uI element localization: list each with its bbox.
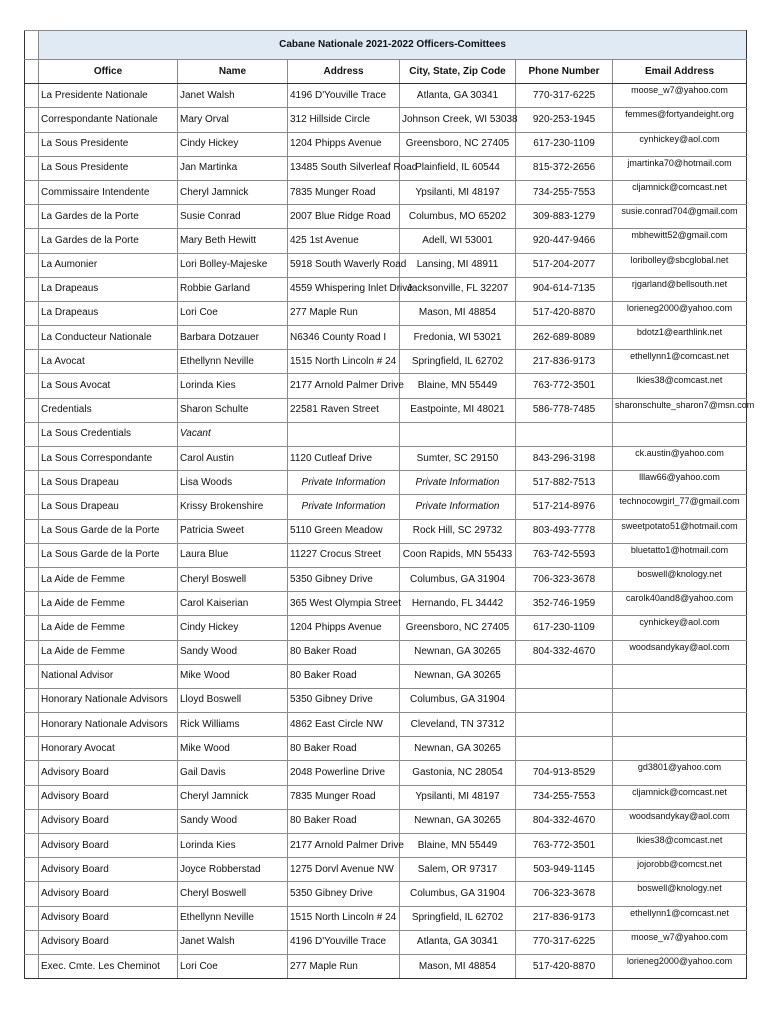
office-cell: Advisory Board bbox=[39, 906, 178, 930]
address-cell: 312 Hillside Circle bbox=[288, 108, 400, 132]
email-cell: ethellynn1@comcast.net bbox=[613, 350, 747, 374]
office-cell: Advisory Board bbox=[39, 785, 178, 809]
table-row bbox=[25, 761, 747, 785]
phone-cell: 517-420-8870 bbox=[516, 954, 613, 978]
name-cell: Mike Wood bbox=[178, 664, 288, 688]
phone-cell: 763-742-5593 bbox=[516, 543, 613, 567]
email-cell: jojorobb@comcst.net bbox=[613, 858, 747, 882]
email-cell: bluetatto1@hotmail.com bbox=[613, 543, 747, 567]
phone-cell: 770-317-6225 bbox=[516, 84, 613, 108]
email-cell: lllaw66@yahoo.com bbox=[613, 471, 747, 495]
city-state-zip-cell: Columbus, GA 31904 bbox=[400, 688, 516, 712]
table-row bbox=[25, 882, 747, 906]
table-row bbox=[25, 858, 747, 882]
name-cell: Lori Coe bbox=[178, 954, 288, 978]
address-cell: 2007 Blue Ridge Road bbox=[288, 205, 400, 229]
email-cell: technocowgirl_77@gmail.com bbox=[613, 495, 747, 519]
email-cell: woodsandykay@aol.com bbox=[613, 640, 747, 664]
office-cell: Exec. Cmte. Les Cheminot bbox=[39, 954, 178, 978]
office-cell: National Advisor bbox=[39, 664, 178, 688]
name-cell: Lorinda Kies bbox=[178, 374, 288, 398]
email-cell bbox=[613, 422, 747, 446]
office-cell: Advisory Board bbox=[39, 761, 178, 785]
address-cell: 2177 Arnold Palmer Drive bbox=[288, 834, 400, 858]
name-cell: Sandy Wood bbox=[178, 640, 288, 664]
phone-cell: 734-255-7553 bbox=[516, 180, 613, 204]
table-row bbox=[25, 205, 747, 229]
name-cell: Janet Walsh bbox=[178, 930, 288, 954]
phone-cell bbox=[516, 688, 613, 712]
office-cell: Advisory Board bbox=[39, 809, 178, 833]
table-row bbox=[25, 326, 747, 350]
email-cell: lorieneg2000@yahoo.com bbox=[613, 954, 747, 978]
name-cell: Lorinda Kies bbox=[178, 834, 288, 858]
name-cell: Lori Bolley-Majeske bbox=[178, 253, 288, 277]
email-cell: lorieneg2000@yahoo.com bbox=[613, 301, 747, 325]
table-row bbox=[25, 471, 747, 495]
phone-cell: 920-253-1945 bbox=[516, 108, 613, 132]
city-state-zip-cell: Columbus, GA 31904 bbox=[400, 882, 516, 906]
city-state-zip-cell: Columbus, MO 65202 bbox=[400, 205, 516, 229]
office-cell: Advisory Board bbox=[39, 834, 178, 858]
phone-cell: 920-447-9466 bbox=[516, 229, 613, 253]
address-cell: 5350 Gibney Drive bbox=[288, 567, 400, 591]
email-cell: lkies38@comcast.net bbox=[613, 834, 747, 858]
address-cell: 4559 Whispering Inlet Drive bbox=[288, 277, 400, 301]
city-state-zip-cell: Newnan, GA 30265 bbox=[400, 737, 516, 761]
email-cell: ck.austin@yahoo.com bbox=[613, 447, 747, 471]
phone-cell bbox=[516, 713, 613, 737]
header-phone: Phone Number bbox=[516, 60, 613, 84]
table-row bbox=[25, 785, 747, 809]
name-cell: Carol Austin bbox=[178, 447, 288, 471]
name-cell: Cheryl Jamnick bbox=[178, 785, 288, 809]
address-cell: Private Information bbox=[288, 471, 400, 495]
table-row bbox=[25, 664, 747, 688]
office-cell: Honorary Nationale Advisors bbox=[39, 688, 178, 712]
address-cell: 13485 South Silverleaf Road bbox=[288, 156, 400, 180]
city-state-zip-cell: Jacksonville, FL 32207 bbox=[400, 277, 516, 301]
name-cell: Janet Walsh bbox=[178, 84, 288, 108]
table-row bbox=[25, 132, 747, 156]
header-city-state-zip: City, State, Zip Code bbox=[400, 60, 516, 84]
city-state-zip-cell: Cleveland, TN 37312 bbox=[400, 713, 516, 737]
city-state-zip-cell: Springfield, IL 62702 bbox=[400, 350, 516, 374]
address-cell: 5110 Green Meadow bbox=[288, 519, 400, 543]
name-cell: Vacant bbox=[178, 422, 288, 446]
name-cell: Cheryl Jamnick bbox=[178, 180, 288, 204]
address-cell: 22581 Raven Street bbox=[288, 398, 400, 422]
phone-cell: 309-883-1279 bbox=[516, 205, 613, 229]
name-cell: Carol Kaiserian bbox=[178, 592, 288, 616]
office-cell: Advisory Board bbox=[39, 882, 178, 906]
name-cell: Mary Beth Hewitt bbox=[178, 229, 288, 253]
address-cell: 7835 Munger Road bbox=[288, 785, 400, 809]
address-cell: 80 Baker Road bbox=[288, 640, 400, 664]
office-cell: Honorary Nationale Advisors bbox=[39, 713, 178, 737]
phone-cell: 503-949-1145 bbox=[516, 858, 613, 882]
office-cell: La Sous Presidente bbox=[39, 156, 178, 180]
address-cell: Private Information bbox=[288, 495, 400, 519]
name-cell: Joyce Robberstad bbox=[178, 858, 288, 882]
address-cell: 1515 North Lincoln # 24 bbox=[288, 350, 400, 374]
email-cell: moose_w7@yahoo.com bbox=[613, 930, 747, 954]
email-cell: mbhewitt52@gmail.com bbox=[613, 229, 747, 253]
email-cell: bdotz1@earthlink.net bbox=[613, 326, 747, 350]
office-cell: La Gardes de la Porte bbox=[39, 229, 178, 253]
name-cell: Barbara Dotzauer bbox=[178, 326, 288, 350]
table-row bbox=[25, 277, 747, 301]
office-cell: La Sous Correspondante bbox=[39, 447, 178, 471]
name-cell: Laura Blue bbox=[178, 543, 288, 567]
table-row bbox=[25, 229, 747, 253]
address-cell: 365 West Olympia Street bbox=[288, 592, 400, 616]
city-state-zip-cell: Gastonia, NC 28054 bbox=[400, 761, 516, 785]
city-state-zip-cell: Fredonia, WI 53021 bbox=[400, 326, 516, 350]
address-cell: 1120 Cutleaf Drive bbox=[288, 447, 400, 471]
phone-cell: 352-746-1959 bbox=[516, 592, 613, 616]
phone-cell: 804-332-4670 bbox=[516, 809, 613, 833]
office-cell: La Aide de Femme bbox=[39, 567, 178, 591]
table-row bbox=[25, 930, 747, 954]
office-cell: La Aumonier bbox=[39, 253, 178, 277]
phone-cell: 217-836-9173 bbox=[516, 350, 613, 374]
phone-cell: 706-323-3678 bbox=[516, 882, 613, 906]
office-cell: La Drapeaus bbox=[39, 277, 178, 301]
email-cell: cynhickey@aol.com bbox=[613, 132, 747, 156]
office-cell: La Conducteur Nationale bbox=[39, 326, 178, 350]
city-state-zip-cell: Plainfield, IL 60544 bbox=[400, 156, 516, 180]
officers-table bbox=[24, 30, 755, 979]
office-cell: La Avocat bbox=[39, 350, 178, 374]
table-row bbox=[25, 374, 747, 398]
name-cell: Mary Orval bbox=[178, 108, 288, 132]
address-cell: 4862 East Circle NW bbox=[288, 713, 400, 737]
address-cell: 80 Baker Road bbox=[288, 664, 400, 688]
office-cell: La Sous Credentials bbox=[39, 422, 178, 446]
address-cell: 1204 Phipps Avenue bbox=[288, 132, 400, 156]
email-cell bbox=[613, 664, 747, 688]
table-row bbox=[25, 398, 747, 422]
city-state-zip-cell bbox=[400, 422, 516, 446]
name-cell: Cindy Hickey bbox=[178, 616, 288, 640]
office-cell: La Aide de Femme bbox=[39, 616, 178, 640]
table-row bbox=[25, 954, 747, 978]
table-row bbox=[25, 108, 747, 132]
city-state-zip-cell: Springfield, IL 62702 bbox=[400, 906, 516, 930]
city-state-zip-cell: Newnan, GA 30265 bbox=[400, 640, 516, 664]
phone-cell: 803-493-7778 bbox=[516, 519, 613, 543]
office-cell: La Presidente Nationale bbox=[39, 84, 178, 108]
phone-cell: 763-772-3501 bbox=[516, 834, 613, 858]
address-cell: N6346 County Road I bbox=[288, 326, 400, 350]
table-row bbox=[25, 543, 747, 567]
phone-cell: 815-372-2656 bbox=[516, 156, 613, 180]
office-cell: La Sous Garde de la Porte bbox=[39, 543, 178, 567]
address-cell: 80 Baker Road bbox=[288, 809, 400, 833]
phone-cell: 704-913-8529 bbox=[516, 761, 613, 785]
office-cell: Correspondante Nationale bbox=[39, 108, 178, 132]
phone-cell bbox=[516, 664, 613, 688]
name-cell: Cindy Hickey bbox=[178, 132, 288, 156]
phone-cell: 517-214-8976 bbox=[516, 495, 613, 519]
address-cell: 1275 Dorvl Avenue NW bbox=[288, 858, 400, 882]
table-row bbox=[25, 84, 747, 108]
email-cell bbox=[613, 713, 747, 737]
email-cell: boswell@knology.net bbox=[613, 567, 747, 591]
table-row bbox=[25, 422, 747, 446]
address-cell: 277 Maple Run bbox=[288, 301, 400, 325]
email-cell: carolk40and8@yahoo.com bbox=[613, 592, 747, 616]
phone-cell: 804-332-4670 bbox=[516, 640, 613, 664]
office-cell: Credentials bbox=[39, 398, 178, 422]
name-cell: Lori Coe bbox=[178, 301, 288, 325]
table-row bbox=[25, 447, 747, 471]
city-state-zip-cell: Atlanta, GA 30341 bbox=[400, 84, 516, 108]
phone-cell: 734-255-7553 bbox=[516, 785, 613, 809]
city-state-zip-cell: Adell, WI 53001 bbox=[400, 229, 516, 253]
name-cell: Mike Wood bbox=[178, 737, 288, 761]
email-cell: cynhickey@aol.com bbox=[613, 616, 747, 640]
table-row bbox=[25, 253, 747, 277]
email-cell: boswell@knology.net bbox=[613, 882, 747, 906]
phone-cell bbox=[516, 737, 613, 761]
name-cell: Lloyd Boswell bbox=[178, 688, 288, 712]
table-row bbox=[25, 180, 747, 204]
office-cell: La Sous Presidente bbox=[39, 132, 178, 156]
address-cell: 5350 Gibney Drive bbox=[288, 688, 400, 712]
phone-cell: 617-230-1109 bbox=[516, 616, 613, 640]
phone-cell: 586-778-7485 bbox=[516, 398, 613, 422]
phone-cell: 770-317-6225 bbox=[516, 930, 613, 954]
office-cell: La Drapeaus bbox=[39, 301, 178, 325]
email-cell: femmes@fortyandeight.org bbox=[613, 108, 747, 132]
table-row bbox=[25, 737, 747, 761]
name-cell: Krissy Brokenshire bbox=[178, 495, 288, 519]
email-cell bbox=[613, 737, 747, 761]
header-name: Name bbox=[178, 60, 288, 84]
address-cell: 2177 Arnold Palmer Drive bbox=[288, 374, 400, 398]
phone-cell: 617-230-1109 bbox=[516, 132, 613, 156]
city-state-zip-cell: Ypsilanti, MI 48197 bbox=[400, 785, 516, 809]
phone-cell: 763-772-3501 bbox=[516, 374, 613, 398]
email-cell: lkies38@comcast.net bbox=[613, 374, 747, 398]
address-cell: 2048 Powerline Drive bbox=[288, 761, 400, 785]
table-row bbox=[25, 640, 747, 664]
name-cell: Patricia Sweet bbox=[178, 519, 288, 543]
email-cell: rjgarland@bellsouth.net bbox=[613, 277, 747, 301]
name-cell: Sharon Schulte bbox=[178, 398, 288, 422]
office-cell: La Aide de Femme bbox=[39, 592, 178, 616]
email-cell: sharonschulte_sharon7@msn.com bbox=[613, 398, 747, 422]
email-cell: loribolley@sbcglobal.net bbox=[613, 253, 747, 277]
address-cell: 5918 South Waverly Road bbox=[288, 253, 400, 277]
table-row bbox=[25, 713, 747, 737]
name-cell: Sandy Wood bbox=[178, 809, 288, 833]
email-cell: sweetpotato51@hotmail.com bbox=[613, 519, 747, 543]
email-cell: cljamnick@comcast.net bbox=[613, 180, 747, 204]
table-row bbox=[25, 567, 747, 591]
city-state-zip-cell: Coon Rapids, MN 55433 bbox=[400, 543, 516, 567]
table-row bbox=[25, 834, 747, 858]
name-cell: Robbie Garland bbox=[178, 277, 288, 301]
phone-cell: 517-882-7513 bbox=[516, 471, 613, 495]
address-cell bbox=[288, 422, 400, 446]
email-cell: moose_w7@yahoo.com bbox=[613, 84, 747, 108]
city-state-zip-cell: Greensboro, NC 27405 bbox=[400, 616, 516, 640]
office-cell: Advisory Board bbox=[39, 930, 178, 954]
office-cell: La Sous Drapeau bbox=[39, 495, 178, 519]
office-cell: La Sous Drapeau bbox=[39, 471, 178, 495]
address-cell: 11227 Crocus Street bbox=[288, 543, 400, 567]
name-cell: Ethellynn Neville bbox=[178, 906, 288, 930]
table-row bbox=[25, 350, 747, 374]
sheet-title: Cabane Nationale 2021-2022 Officers-Comittees bbox=[39, 31, 747, 60]
city-state-zip-cell: Private Information bbox=[400, 471, 516, 495]
city-state-zip-cell: Lansing, MI 48911 bbox=[400, 253, 516, 277]
email-cell: cljamnick@comcast.net bbox=[613, 785, 747, 809]
city-state-zip-cell: Blaine, MN 55449 bbox=[400, 374, 516, 398]
email-cell bbox=[613, 688, 747, 712]
header-email: Email Address bbox=[613, 60, 747, 84]
city-state-zip-cell: Atlanta, GA 30341 bbox=[400, 930, 516, 954]
city-state-zip-cell: Private Information bbox=[400, 495, 516, 519]
office-cell: La Sous Avocat bbox=[39, 374, 178, 398]
table-row bbox=[25, 519, 747, 543]
city-state-zip-cell: Mason, MI 48854 bbox=[400, 301, 516, 325]
city-state-zip-cell: Greensboro, NC 27405 bbox=[400, 132, 516, 156]
city-state-zip-cell: Blaine, MN 55449 bbox=[400, 834, 516, 858]
city-state-zip-cell: Columbus, GA 31904 bbox=[400, 567, 516, 591]
name-cell: Ethellynn Neville bbox=[178, 350, 288, 374]
email-cell: woodsandykay@aol.com bbox=[613, 809, 747, 833]
name-cell: Jan Martinka bbox=[178, 156, 288, 180]
city-state-zip-cell: Newnan, GA 30265 bbox=[400, 664, 516, 688]
name-cell: Cheryl Boswell bbox=[178, 882, 288, 906]
city-state-zip-cell: Mason, MI 48854 bbox=[400, 954, 516, 978]
city-state-zip-cell: Hernando, FL 34442 bbox=[400, 592, 516, 616]
name-cell: Cheryl Boswell bbox=[178, 567, 288, 591]
address-cell: 4196 D'Youville Trace bbox=[288, 84, 400, 108]
phone-cell: 843-296-3198 bbox=[516, 447, 613, 471]
phone-cell: 262-689-8089 bbox=[516, 326, 613, 350]
name-cell: Gail Davis bbox=[178, 761, 288, 785]
table-row bbox=[25, 906, 747, 930]
phone-cell bbox=[516, 422, 613, 446]
header-row bbox=[25, 60, 747, 84]
city-state-zip-cell: Newnan, GA 30265 bbox=[400, 809, 516, 833]
name-cell: Susie Conrad bbox=[178, 205, 288, 229]
table-row bbox=[25, 156, 747, 180]
phone-cell: 517-420-8870 bbox=[516, 301, 613, 325]
address-cell: 1204 Phipps Avenue bbox=[288, 616, 400, 640]
office-cell: La Gardes de la Porte bbox=[39, 205, 178, 229]
name-cell: Rick Williams bbox=[178, 713, 288, 737]
email-cell: ethellynn1@comcast.net bbox=[613, 906, 747, 930]
office-cell: Honorary Avocat bbox=[39, 737, 178, 761]
city-state-zip-cell: Johnson Creek, WI 53038 bbox=[400, 108, 516, 132]
address-cell: 425 1st Avenue bbox=[288, 229, 400, 253]
city-state-zip-cell: Rock Hill, SC 29732 bbox=[400, 519, 516, 543]
office-cell: Commissaire Intendente bbox=[39, 180, 178, 204]
phone-cell: 217-836-9173 bbox=[516, 906, 613, 930]
address-cell: 5350 Gibney Drive bbox=[288, 882, 400, 906]
city-state-zip-cell: Sumter, SC 29150 bbox=[400, 447, 516, 471]
city-state-zip-cell: Ypsilanti, MI 48197 bbox=[400, 180, 516, 204]
office-cell: Advisory Board bbox=[39, 858, 178, 882]
table-row bbox=[25, 592, 747, 616]
email-cell: susie.conrad704@gmail.com bbox=[613, 205, 747, 229]
header-office: Office bbox=[39, 60, 178, 84]
address-cell: 277 Maple Run bbox=[288, 954, 400, 978]
table-row bbox=[25, 616, 747, 640]
office-cell: La Aide de Femme bbox=[39, 640, 178, 664]
office-cell: La Sous Garde de la Porte bbox=[39, 519, 178, 543]
address-cell: 7835 Munger Road bbox=[288, 180, 400, 204]
email-cell: gd3801@yahoo.com bbox=[613, 761, 747, 785]
address-cell: 1515 North Lincoln # 24 bbox=[288, 906, 400, 930]
phone-cell: 706-323-3678 bbox=[516, 567, 613, 591]
address-cell: 80 Baker Road bbox=[288, 737, 400, 761]
email-cell: jmartinka70@hotmail.com bbox=[613, 156, 747, 180]
address-cell: 4196 D'Youville Trace bbox=[288, 930, 400, 954]
table-row bbox=[25, 301, 747, 325]
header-address: Address bbox=[288, 60, 400, 84]
table-row bbox=[25, 809, 747, 833]
phone-cell: 517-204-2077 bbox=[516, 253, 613, 277]
name-cell: Lisa Woods bbox=[178, 471, 288, 495]
phone-cell: 904-614-7135 bbox=[516, 277, 613, 301]
table-row bbox=[25, 688, 747, 712]
city-state-zip-cell: Salem, OR 97317 bbox=[400, 858, 516, 882]
table-row bbox=[25, 495, 747, 519]
city-state-zip-cell: Eastpointe, MI 48021 bbox=[400, 398, 516, 422]
